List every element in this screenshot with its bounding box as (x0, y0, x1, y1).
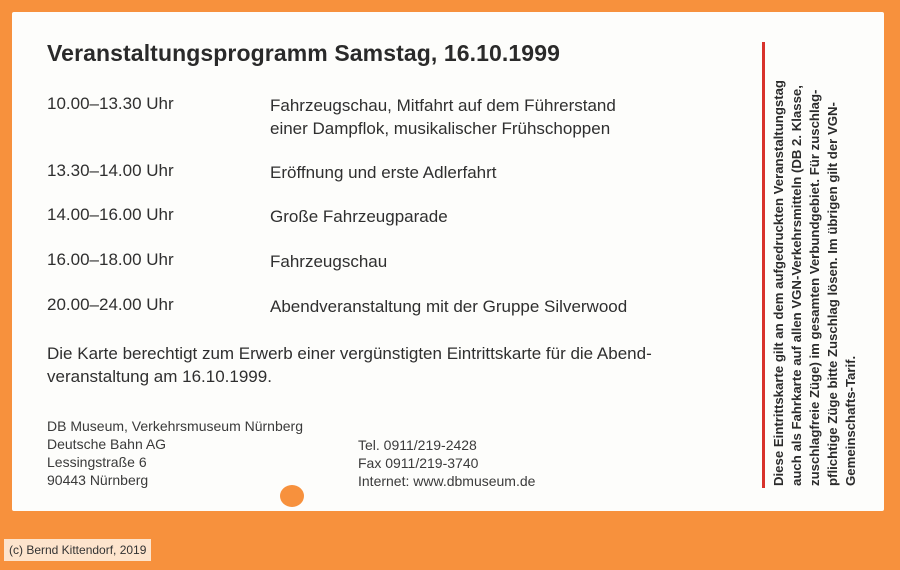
schedule-time: 10.00–13.30 Uhr (47, 94, 174, 113)
address-line: Lessingstraße 6 (47, 454, 147, 470)
schedule-description-line: Eröffnung und erste Adlerfahrt (270, 163, 497, 182)
schedule-description-line: Fahrzeugschau, Mitfahrt auf dem Führerstand (270, 96, 616, 115)
address-line: Deutsche Bahn AG (47, 436, 167, 452)
address-block (47, 417, 303, 489)
schedule-description-line: Fahrzeugschau (270, 252, 388, 271)
schedule-time: 20.00–24.00 Uhr (47, 295, 174, 314)
schedule-description (270, 161, 497, 184)
copyright-label: (c) Bernd Kittendorf, 2019 (4, 539, 151, 561)
address-line: DB Museum, Verkehrsmuseum Nürnberg (47, 418, 303, 434)
side-terms-text (770, 42, 860, 488)
schedule-description-line: Große Fahrzeugparade (270, 207, 448, 226)
discount-note-line: Die Karte berechtigt zum Erwerb einer vergünstigten Eintrittskarte für die Abend- (47, 344, 652, 363)
schedule-description (270, 94, 616, 140)
website: Internet: www.dbmuseum.de (358, 473, 536, 489)
side-terms (770, 42, 860, 488)
schedule-time: 13.30–14.00 Uhr (47, 161, 174, 180)
schedule-description (270, 295, 627, 318)
side-terms-line: pflichtige Züge bitte Zuschlag lösen. Im übrigen gilt der VGN- (825, 102, 840, 486)
schedule-description-line: einer Dampflok, musikalischer Frühschoppen (270, 119, 611, 138)
side-terms-line: Diese Eintrittskarte gilt an dem aufgedruckten Veranstaltungstag (771, 80, 786, 486)
contact-block (358, 436, 535, 490)
schedule-time: 14.00–16.00 Uhr (47, 205, 174, 224)
schedule-description-line: Abendveranstaltung mit der Gruppe Silverwood (270, 297, 628, 316)
schedule-description (270, 250, 387, 273)
schedule-time: 16.00–18.00 Uhr (47, 250, 174, 269)
phone-number: Tel. 0911/219-2428 (358, 437, 477, 453)
page-title: Veranstaltungsprogramm Samstag, 16.10.1999 (47, 40, 560, 66)
side-terms-line: zuschlagfreie Züge) im gesamten Verbundgebiet. Für zuschlag- (807, 89, 822, 486)
side-terms-line: Gemeinschafts-Tarif. (843, 355, 858, 486)
discount-note-line: veranstaltung am 16.10.1999. (47, 367, 272, 386)
address-line: 90443 Nürnberg (47, 472, 149, 488)
discount-note (47, 342, 652, 388)
side-terms-line: auch als Fahrkarte auf allen VGN-Verkehrsmitteln (DB 2. Klasse, (789, 85, 804, 486)
fax-number: Fax 0911/219-3740 (358, 455, 479, 471)
schedule-description (270, 205, 448, 228)
red-divider (762, 42, 765, 488)
punch-hole (280, 485, 304, 507)
ticket (12, 12, 884, 511)
